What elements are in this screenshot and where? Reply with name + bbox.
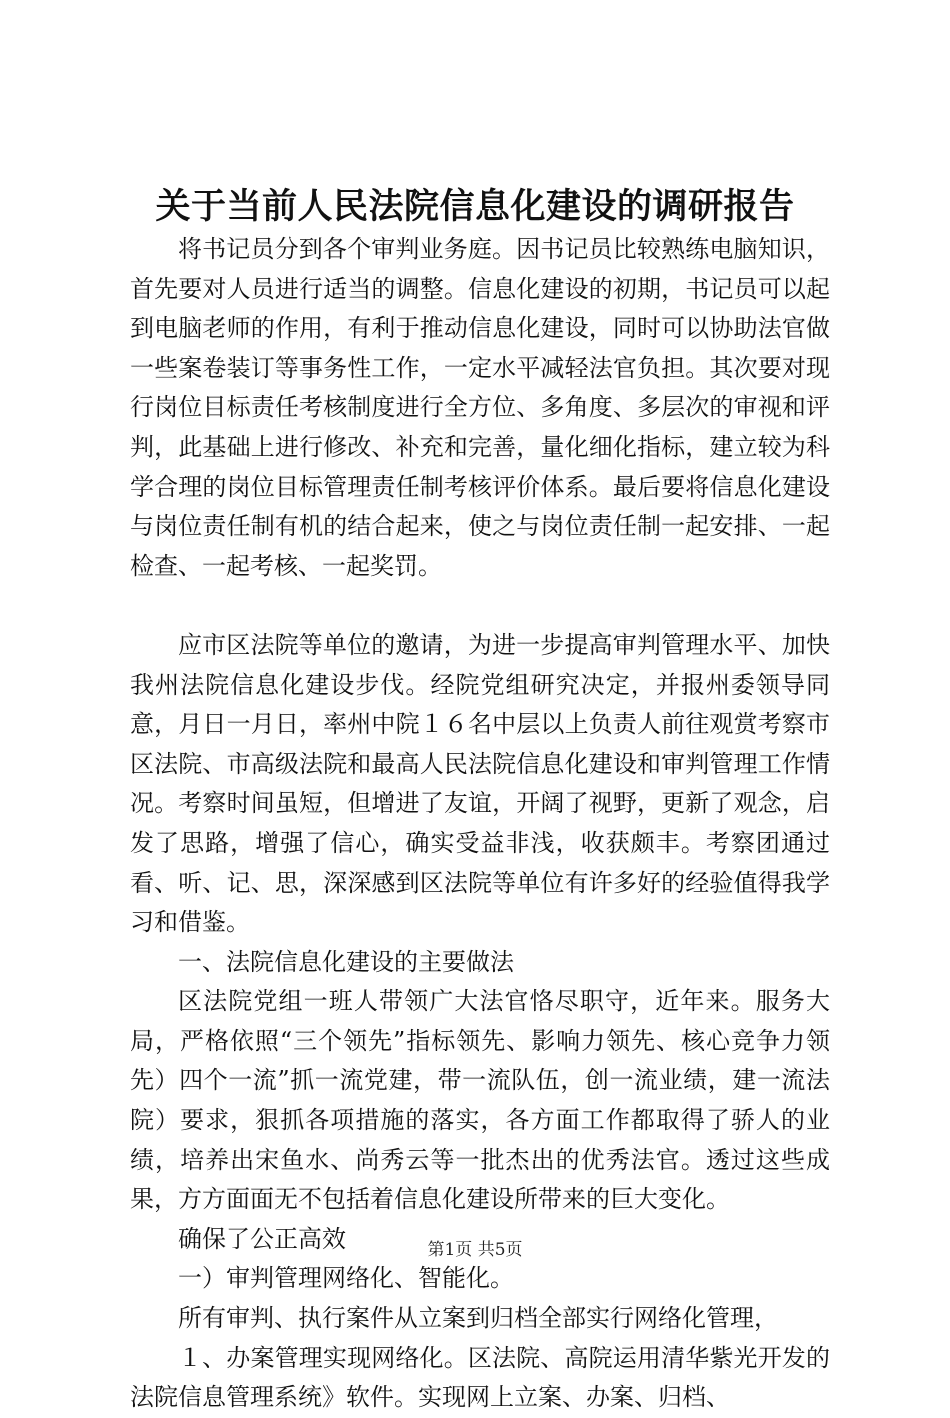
paragraph-5: 所有审判、执行案件从立案到归档全部实行网络化管理， bbox=[178, 1304, 778, 1333]
paragraph-6: １、办案管理实现网络化。区法院、高院运用清华紫光开发的法院信息管理系统》软件。实现网上立案、办案、归档、 bbox=[130, 1343, 830, 1412]
section-heading-1: 一、法院信息化建设的主要做法 bbox=[178, 947, 514, 976]
paragraph-1: 将书记员分到各个审判业务庭。因书记员比较熟练电脑知识，首先要对人员进行适当的调整。信息化建设的初期，书记员可以起到电脑老师的作用，有利于推动信息化建设，同时可以协助法官做一些案卷装订等事务性工作，一定水平减轻法官负担。其次要对现行岗位目标责任考核制度进行全方位、多角度、多层次的审视和评判，此基础上进行修改、补充和完善，量化细化指标，建立较为科学合理的岗位目标管理责任制考核评价体系。最后要将信息化建设与岗位责任制有机的结合起来，使之与岗位责任制一起安排、一起检查、一起考核、一起奖罚。 bbox=[130, 235, 830, 580]
paragraph-4: 确保了公正高效 bbox=[178, 1224, 346, 1253]
page-footer: 第1页 共5页 bbox=[427, 1240, 523, 1260]
document-title: 关于当前人民法院信息化建设的调研报告 bbox=[155, 186, 795, 227]
paragraph-2: 应市区法院等单位的邀请，为进一步提高审判管理水平、加快我州法院信息化建设步伐。经院党组研究决定，并报州委领导同意，月日一月日，率州中院１６名中层以上负责人前往观赏考察市区法院、市高级法院和最高人民法院信息化建设和审判管理工作情况。考察时间虽短，但增进了友谊，开阔了视野，更新了观念，启发了思路，增强了信心，确实受益非浅，收获颇丰。考察团通过看、听、记、思，深深感到区法院等单位有许多好的经验值得我学习和借鉴。 bbox=[130, 630, 830, 937]
subsection-heading-1: 一）审判管理网络化、智能化。 bbox=[178, 1264, 514, 1293]
paragraph-3: 区法院党组一班人带领广大法官恪尽职守，近年来。服务大局，严格依照“三个领先”指标领先、影响力领先、核心竞争力领先）四个一流”抓一流党建，带一流队伍，创一流业绩，建一流法院）要求，狠抓各项措施的落实，各方面工作都取得了骄人的业绩，培养出宋鱼水、尚秀云等一批杰出的优秀法官。透过这些成果，方方面面无不包括着信息化建设所带来的巨大变化。 bbox=[130, 987, 830, 1214]
